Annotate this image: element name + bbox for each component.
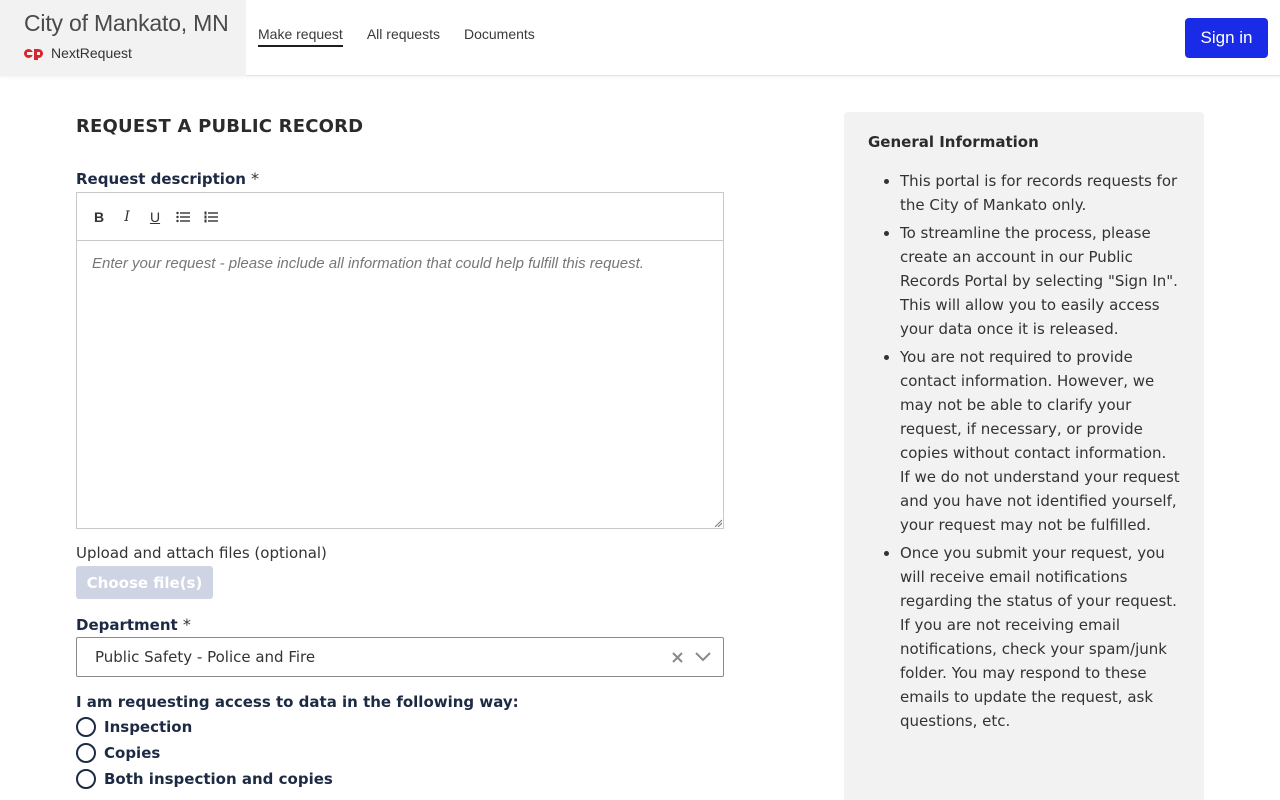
radio-label: Inspection <box>104 718 193 736</box>
sidebar-title: General Information <box>868 133 1039 151</box>
bold-icon[interactable]: B <box>93 208 105 225</box>
request-form <box>76 112 724 788</box>
general-information-panel <box>844 112 1204 800</box>
department-select[interactable] <box>76 637 724 677</box>
product-name: NextRequest <box>51 45 132 61</box>
upload-label: Upload and attach files (optional) <box>76 544 327 562</box>
page-title: REQUEST A PUBLIC RECORD <box>76 116 364 137</box>
radio-inspection[interactable] <box>76 717 192 737</box>
department-selected-value: Public Safety - Police and Fire <box>95 648 316 666</box>
rich-text-editor <box>76 192 724 529</box>
info-list <box>868 169 1180 733</box>
editor-toolbar <box>77 193 723 241</box>
nextrequest-logo-icon <box>24 47 45 60</box>
request-description-input[interactable] <box>77 241 723 528</box>
required-mark: * <box>182 615 191 634</box>
resize-handle-icon[interactable] <box>714 519 722 527</box>
product-brand <box>24 45 132 61</box>
radio-copies[interactable] <box>76 743 160 763</box>
nav-all-requests[interactable]: All requests <box>366 26 440 42</box>
numbered-list-icon[interactable] <box>203 209 219 225</box>
radio-label: Copies <box>104 744 161 762</box>
radio-button[interactable] <box>76 743 96 763</box>
underline-icon[interactable]: U <box>149 208 161 225</box>
top-header <box>0 0 1280 76</box>
description-placeholder: Enter your request - please include all information that could help fulfill this request. <box>92 255 644 272</box>
radio-label: Both inspection and copies <box>104 770 333 788</box>
bullet-list-icon[interactable] <box>175 209 191 225</box>
radio-both[interactable] <box>76 769 333 789</box>
nav-documents[interactable]: Documents <box>463 26 535 42</box>
clear-icon[interactable] <box>665 645 689 669</box>
list-item: • You are not required to provide contact information. However, we may not be able to clarify your request, if necessary, or provide copies without contact information. If we do not understand your request and you have not identified yourself, your request may not be fulfilled. <box>900 345 1180 537</box>
radio-button[interactable] <box>76 717 96 737</box>
department-label: Department <box>76 616 178 634</box>
italic-icon[interactable]: I <box>124 208 130 225</box>
city-name: City of Mankato, MN <box>24 10 229 36</box>
radio-button[interactable] <box>76 769 96 789</box>
description-label: Request description <box>76 170 246 188</box>
department-label-row <box>76 615 191 634</box>
chevron-down-icon[interactable] <box>689 645 717 669</box>
list-item: • This portal is for records requests for the City of Mankato only. <box>900 169 1180 217</box>
brand-block[interactable] <box>0 0 246 76</box>
choose-files-button[interactable]: Choose file(s) <box>76 566 213 599</box>
list-item: • Once you submit your request, you will receive email notifications regarding the status of your request. If you are not receiving email notifications, check your spam/junk folder. You may respond to these emails to update the request, ask questions, etc. <box>900 541 1180 733</box>
required-mark: * <box>251 169 260 188</box>
main-nav <box>258 26 535 47</box>
description-label-row <box>76 169 259 188</box>
access-method-label: I am requesting access to data in the following way: <box>76 693 519 711</box>
list-item: • To streamline the process, please create an account in our Public Records Portal by selecting "Sign In". This will allow you to easily access your data once it is released. <box>900 221 1180 341</box>
nav-make-request[interactable]: Make request <box>258 26 343 47</box>
sign-in-button[interactable]: Sign in <box>1185 18 1268 58</box>
